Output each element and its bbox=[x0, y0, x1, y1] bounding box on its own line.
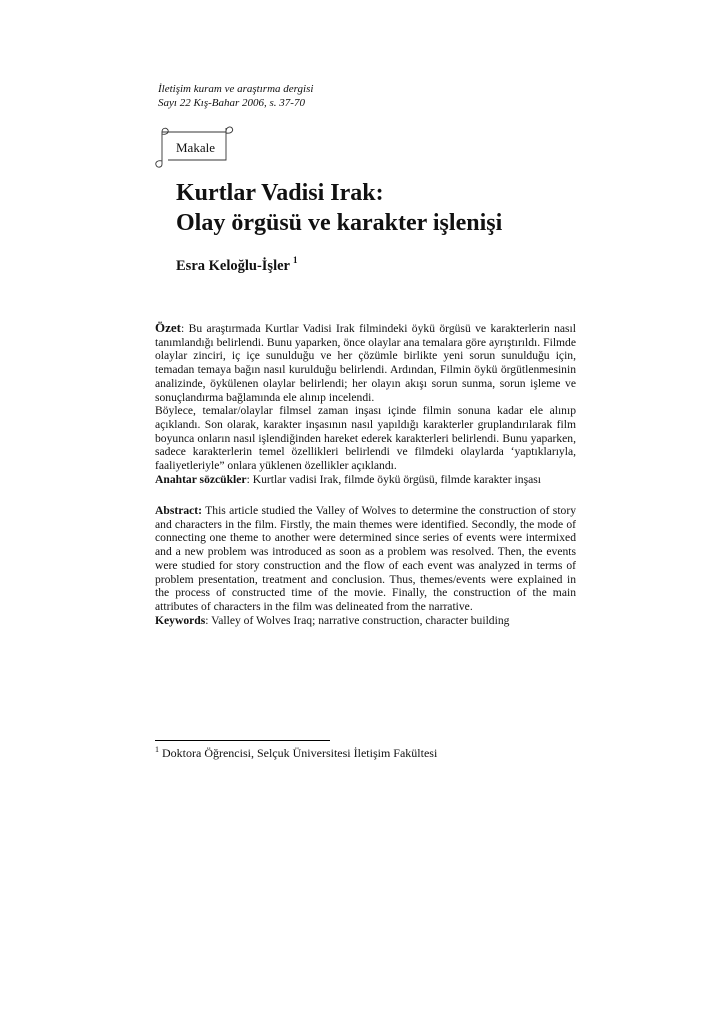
section-label: Makale bbox=[176, 140, 215, 155]
journal-name: İletişim kuram ve araştırma dergisi bbox=[158, 83, 314, 95]
ozet-keywords bbox=[155, 473, 576, 487]
abstract-paragraph bbox=[155, 504, 576, 614]
title-line-1: Kurtlar Vadisi Irak: bbox=[176, 180, 384, 206]
abstract-keywords-text: : Valley of Wolves Iraq; narrative construction, character building bbox=[205, 613, 510, 627]
abstract-keywords bbox=[155, 614, 576, 628]
footnote-mark: 1 bbox=[155, 745, 159, 754]
footnote-text: Doktora Öğrencisi, Selçuk Üniversitesi İletişim Fakültesi bbox=[162, 746, 438, 760]
journal-issue: Sayı 22 Kış-Bahar 2006, s. 37-70 bbox=[158, 97, 305, 109]
author-footnote-mark: 1 bbox=[292, 255, 298, 265]
article-title bbox=[176, 178, 502, 238]
ozet-keywords-label: Anahtar sözcükler bbox=[155, 472, 247, 486]
footnote bbox=[155, 745, 437, 761]
ozet-keywords-text: : Kurtlar vadisi Irak, filmde öykü örgüsü, filmde karakter inşası bbox=[246, 472, 541, 486]
abstract-keywords-label: Keywords bbox=[155, 613, 206, 627]
abstract-section bbox=[155, 504, 576, 627]
footnote-divider bbox=[155, 740, 330, 741]
title-line-2: Olay örgüsü ve karakter işlenişi bbox=[176, 210, 503, 236]
abstract-text: This article studied the Valley of Wolves to determine the construction of story and characters in the film. Firstly, the main themes were identified. Secondly, the mode of connecting one theme to another were determined since series of events were intermixed and a new problem was introduced as soon as a problem was resolved. Then, the events were studied for story construction and the flow of each event was analyzed in terms of problem presentation, treatment and conclusion. Thus, themes/events were explained in the process of constructed time of the movie. Finally, the construction of the main attributes of characters in the film was delineated from the narrative. bbox=[155, 504, 576, 613]
ozet-section bbox=[155, 321, 576, 486]
author bbox=[176, 255, 297, 275]
abstract-label: Abstract: bbox=[155, 504, 203, 517]
ozet-text-1: : Bu araştırmada Kurtlar Vadisi Irak filmindeki öykü örgüsü ve karakterlerin nasıl tanımlandığı belirlendi. Bunu yaparken, önce olaylar ana temalara göre ayrıştırıldı. Filmde olaylar zinciri, iç içe sunulduğu ve her çözümle birlikte yeni sorun sunulduğu için, temadan temaya bağın nasıl kurulduğu belirlendi. Ardından, Filmin öykü örgütlenmesinin analizinde, öykülenen olaylar belirlendi; her olayın akışı sorun sunma, sorun işleme ve sonuçlandırma bağlamında ele alınıp incelendi. bbox=[155, 322, 576, 404]
journal-info bbox=[158, 82, 313, 110]
ozet-paragraph-1 bbox=[155, 321, 576, 404]
ozet-label: Özet bbox=[155, 320, 181, 335]
author-name: Esra Keloğlu-İşler bbox=[176, 258, 290, 274]
ozet-paragraph-2: Böylece, temalar/olaylar filmsel zaman inşası içinde filmin sonuna kadar ele alınıp açıklandı. Son olarak, karakter inşasının nasıl yapıldığı karakterler gruplandırılarak film boyunca onların nasıl işlendiğinden hareket ederek karakterleri belirlendi. Bunu yaparken, sadece karakterlerin temel özellikleri belirlendi ve filmdeki olaylarda ‘yaptıklarıyla, faaliyetleriyle” onlara yüklenen özellikler açıklandı. bbox=[155, 404, 576, 473]
